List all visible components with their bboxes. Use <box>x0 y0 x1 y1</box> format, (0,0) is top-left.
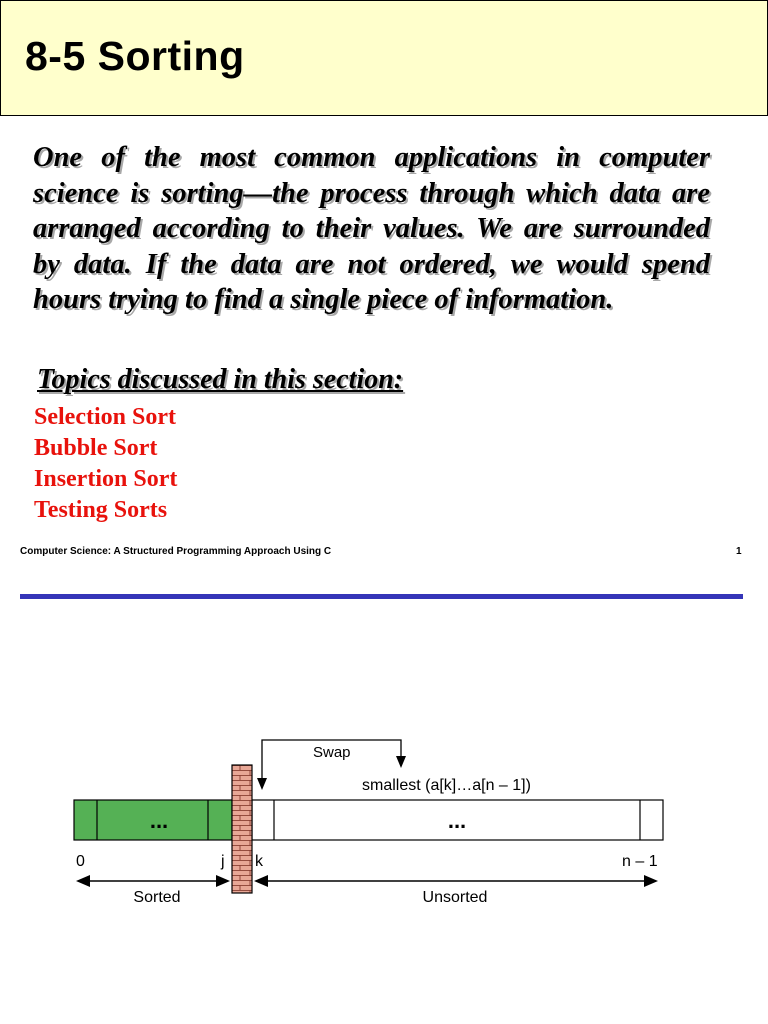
divider-rule <box>20 594 743 599</box>
smallest-label: smallest (a[k]…a[n – 1]) <box>362 777 531 794</box>
unsorted-label: Unsorted <box>422 889 488 906</box>
topics-list <box>34 402 177 526</box>
sorted-label: Sorted <box>133 889 181 906</box>
topics-heading: Topics discussed in this section: <box>37 364 404 395</box>
swap-label: Swap <box>313 744 351 761</box>
unsorted-span-arrowhead <box>254 875 268 887</box>
topic-item: Selection Sort <box>34 404 176 430</box>
topic-item: Insertion Sort <box>34 466 178 492</box>
sorted-span-arrowhead <box>216 875 230 887</box>
footer-text: Computer Science: A Structured Programming Approach Using C <box>20 546 332 557</box>
title-box <box>0 0 768 116</box>
swap-arrowhead <box>257 778 267 790</box>
page-number: 1 <box>736 546 742 557</box>
index-0: 0 <box>76 853 85 870</box>
intro-paragraph: One of the most common applications in computer science is sorting—the process through which data are arranged according to their values. We are surrounded by data. If the data are not ordered, we would spend hours trying to find a single piece of information. <box>33 142 710 315</box>
topic-item: Testing Sorts <box>34 497 168 523</box>
selection-sort-diagram <box>0 720 768 920</box>
slide-title: 8-5 Sorting <box>25 33 245 79</box>
unsorted-ellipsis: ... <box>447 808 467 833</box>
wall <box>232 765 252 893</box>
unsorted-span-arrowhead <box>644 875 658 887</box>
index-k: k <box>255 853 263 870</box>
topic-item: Bubble Sort <box>34 435 158 461</box>
sorted-ellipsis: ... <box>149 808 169 833</box>
index-n-minus-1: n – 1 <box>622 853 658 870</box>
sorted-span-arrowhead <box>76 875 90 887</box>
swap-arrowhead <box>396 756 406 768</box>
index-j: j <box>221 853 225 870</box>
